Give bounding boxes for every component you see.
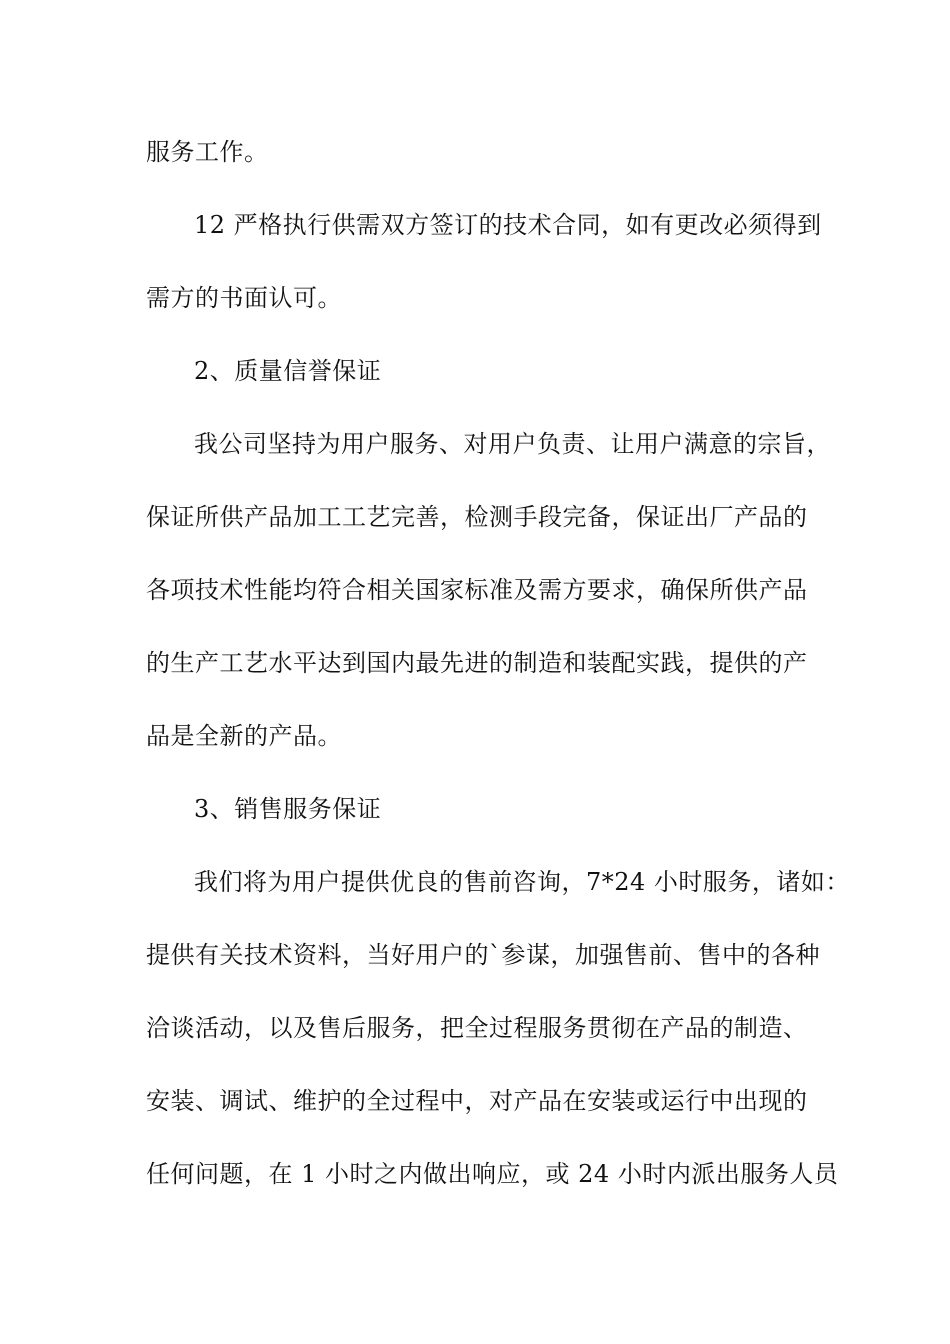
text-line: 各项技术性能均符合相关国家标准及需方要求，确保所供产品	[146, 576, 808, 604]
text-line: 服务工作。	[146, 138, 269, 166]
text-line: 品是全新的产品。	[146, 722, 342, 750]
text-line: 需方的书面认可。	[146, 284, 342, 312]
text-line: 任何问题，在 1 小时之内做出响应，或 24 小时内派出服务人员	[146, 1160, 839, 1188]
text-line: 我们将为用户提供优良的售前咨询，7*24 小时服务，诸如：	[194, 868, 850, 896]
text-line: 我公司坚持为用户服务、对用户负责、让用户满意的宗旨，	[194, 430, 831, 458]
section-heading: 3、销售服务保证	[194, 795, 382, 823]
section-heading: 2、质量信誉保证	[194, 357, 382, 385]
text-line: 的生产工艺水平达到国内最先进的制造和装配实践，提供的产	[146, 649, 808, 677]
text-line: 保证所供产品加工工艺完善，检测手段完备，保证出厂产品的	[146, 503, 808, 531]
text-line: 12 严格执行供需双方签订的技术合同，如有更改必须得到	[194, 211, 822, 239]
text-line: 洽谈活动，以及售后服务，把全过程服务贯彻在产品的制造、	[146, 1014, 808, 1042]
text-line: 安装、调试、维护的全过程中，对产品在安装或运行中出现的	[146, 1087, 808, 1115]
text-line: 提供有关技术资料，当好用户的`参谋，加强售前、售中的各种	[146, 941, 820, 969]
